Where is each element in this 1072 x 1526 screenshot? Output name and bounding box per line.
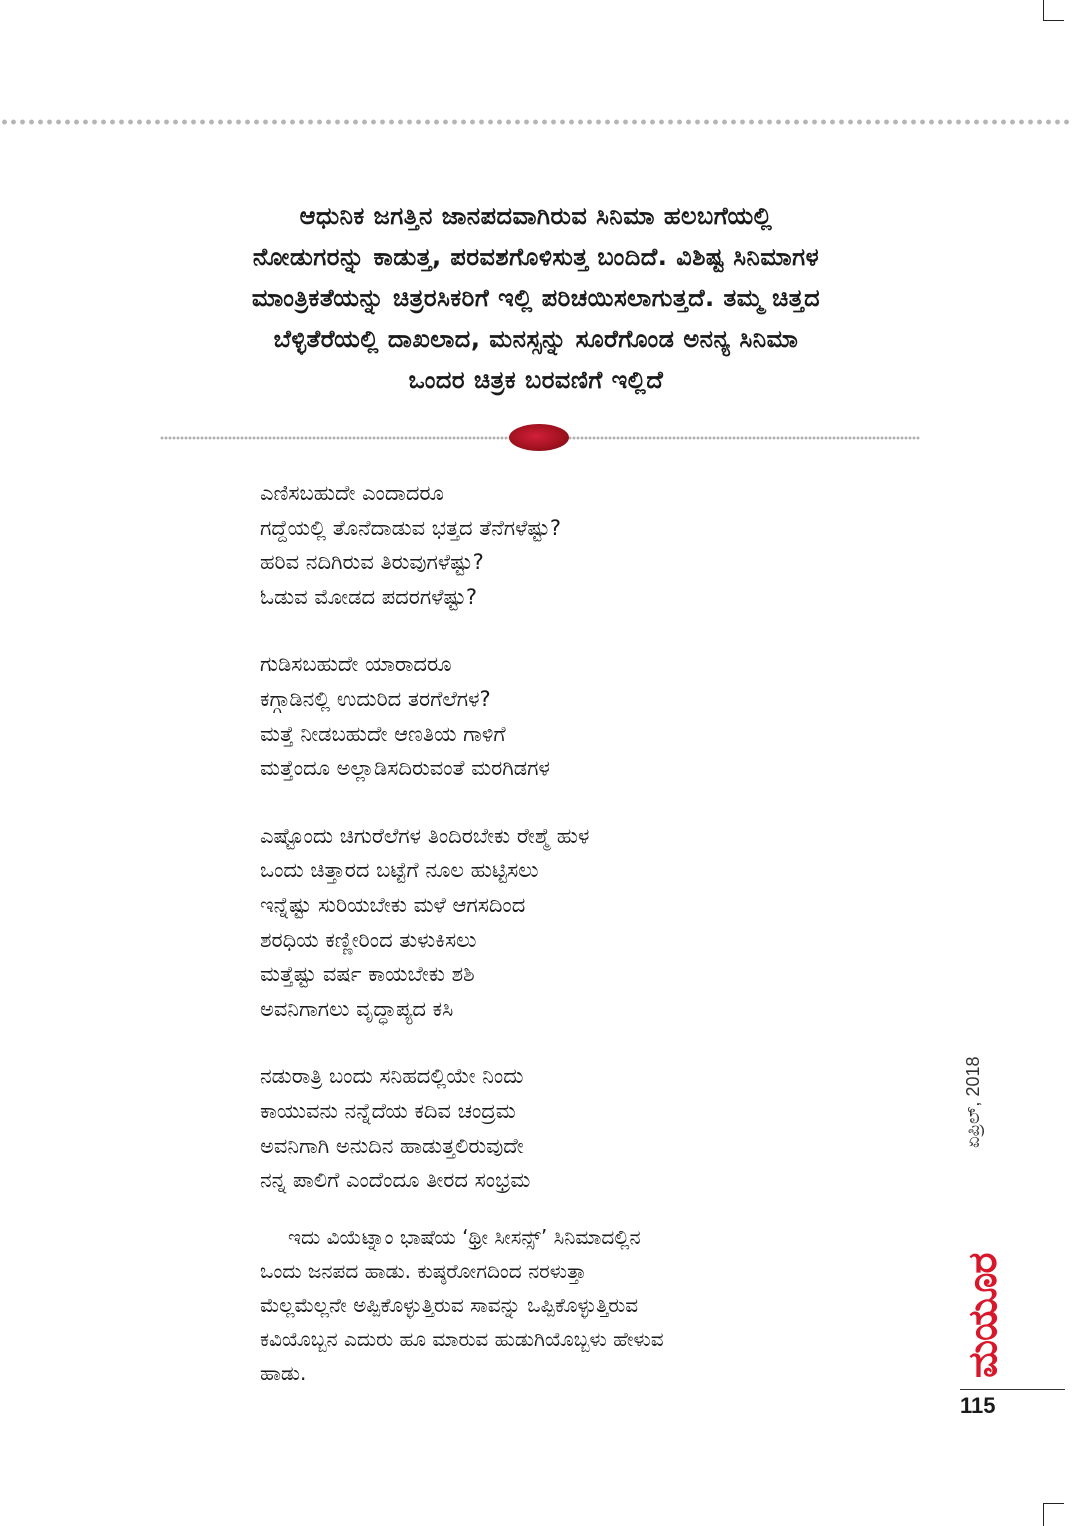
poem-line: ಮತ್ತೆಷ್ಟು ವರ್ಷ ಕಾಯಬೇಕು ಶಶಿ	[260, 962, 475, 987]
poem-line: ನನ್ನ ಪಾಲಿಗೆ ಎಂದೆಂದೂ ತೀರದ ಸಂಭ್ರಮ	[260, 1168, 531, 1193]
dotted-divider-top	[0, 118, 1072, 126]
poem	[260, 476, 820, 1231]
poem-line: ಓಡುವ ಮೋಡದ ಪದರಗಳೆಷ್ಟು?	[260, 584, 478, 609]
poem-line: ಗದ್ದೆಯಲ್ಲಿ ತೊನೆದಾಡುವ ಭತ್ತದ ತೆನೆಗಳೆಷ್ಟು?	[260, 515, 561, 540]
poem-stanza-1	[260, 476, 820, 614]
red-oval-ornament	[509, 424, 569, 451]
issue-date-text: ಏಪ್ರಿಲ್, 2018	[963, 1056, 983, 1148]
page-number: 115	[960, 1393, 996, 1418]
note-line: ಕವಿಯೊಬ್ಬನ ಎದುರು ಹೂ ಮಾರುವ ಹುಡುಗಿಯೊಬ್ಬಳು ಹೇಳುವ	[260, 1327, 664, 1351]
poem-line: ಇನ್ನೆಷ್ಟು ಸುರಿಯಬೇಕು ಮಳೆ ಆಗಸದಿಂದ	[260, 892, 526, 917]
poem-line: ಅವನಿಗಾಗಿ ಅನುದಿನ ಹಾಡುತ್ತಲಿರುವುದೇ	[260, 1133, 524, 1158]
note-line: ಒಂದು ಜನಪದ ಹಾಡು. ಕುಷ್ಠರೋಗದಿಂದ ನರಳುತ್ತಾ	[260, 1259, 587, 1283]
crop-mark-top	[1043, 0, 1064, 21]
intro-paragraph	[150, 196, 922, 401]
poem-stanza-4	[260, 1059, 820, 1197]
poem-line: ಗುಡಿಸಬಹುದೇ ಯಾರಾದರೂ	[260, 652, 452, 677]
poem-line: ಒಂದು ಚಿತ್ತಾರದ ಬಟ್ಟೆಗೆ ನೂಲ ಹುಟ್ಟಿಸಲು	[260, 858, 539, 883]
note-line: ಇದು ವಿಯೆಟ್ನಾಂ ಭಾಷೆಯ ‘ಥ್ರೀ ಸೀಸನ್ಸ್’ ಸಿನಿಮಾದಲ್ಲಿನ	[288, 1225, 641, 1249]
poem-stanza-2	[260, 647, 820, 785]
intro-line: ಆಧುನಿಕ ಜಗತ್ತಿನ ಜಾನಪದವಾಗಿರುವ ಸಿನಿಮಾ ಹಲಬಗೆಯಲ್ಲಿ	[299, 202, 773, 230]
intro-line: ಒಂದರ ಚಿತ್ರಕ ಬರವಣಿಗೆ ಇಲ್ಲಿದೆ	[408, 366, 664, 394]
intro-line: ಮಾಂತ್ರಿಕತೆಯನ್ನು ಚಿತ್ರರಸಿಕರಿಗೆ ಇಲ್ಲಿ ಪರಿಚಯಿಸಲಾಗುತ್ತದೆ. ತಮ್ಮ ಚಿತ್ತದ	[251, 284, 821, 312]
poem-line: ನಡುರಾತ್ರಿ ಬಂದು ಸನಿಹದಲ್ಲಿಯೇ ನಿಂದು	[260, 1064, 524, 1089]
poem-stanza-3	[260, 819, 820, 1027]
poem-line: ಎಷ್ಟೊಂದು ಚಿಗುರೆಲೆಗಳ ತಿಂದಿರಬೇಕು ರೇಶ್ಮೆ ಹುಳ	[260, 823, 590, 848]
poem-line: ಹರಿವ ನದಿಗಿರುವ ತಿರುವುಗಳೆಷ್ಟು?	[260, 550, 484, 575]
magazine-logo-text: ಮಯೂರ	[960, 1253, 1006, 1378]
song-note	[260, 1220, 820, 1390]
poem-line: ಕಾಯುವನು ನನ್ನೆದೆಯ ಕದಿವ ಚಂದ್ರಮ	[260, 1098, 516, 1123]
intro-line: ನೋಡುಗರನ್ನು ಕಾಡುತ್ತ, ಪರವಶಗೊಳಿಸುತ್ತ ಬಂದಿದೆ. ವಿಶಿಷ್ಟ ಸಿನಿಮಾಗಳ	[252, 243, 820, 271]
crop-mark-bottom	[1043, 1503, 1064, 1526]
intro-line: ಬೆಳ್ಳಿತೆರೆಯಲ್ಲಿ ದಾಖಲಾದ, ಮನಸ್ಸನ್ನು ಸೂರೆಗೊಂಡ ಅನನ್ಯ ಸಿನಿಮಾ	[273, 325, 799, 353]
poem-line: ಶರಧಿಯ ಕಣ್ಣೀರಿಂದ ತುಳುಕಿಸಲು	[260, 927, 477, 952]
poem-line: ಮತ್ತೆ ನೀಡಬಹುದೇ ಆಣತಿಯ ಗಾಳಿಗೆ	[260, 721, 506, 746]
poem-line: ಎಣಿಸಬಹುದೇ ಎಂದಾದರೂ	[260, 481, 444, 505]
page-number-rule	[960, 1389, 1065, 1390]
poem-line: ಕಗ್ಗಾಡಿನಲ್ಲಿ ಉದುರಿದ ತರಗೆಲೆಗಳ?	[260, 686, 491, 711]
note-line: ಹಾಡು.	[260, 1361, 307, 1385]
poem-line: ಅವನಿಗಾಗಲು ವೃದ್ಧಾಪ್ಯದ ಕಸಿ	[260, 996, 454, 1021]
note-line: ಮೆಲ್ಲಮೆಲ್ಲನೇ ಅಪ್ಪಿಕೊಳ್ಳುತ್ತಿರುವ ಸಾವನ್ನು ಒಪ್ಪಿಕೊಳ್ಳುತ್ತಿರುವ	[260, 1293, 639, 1317]
poem-line: ಮತ್ತೆಂದೂ ಅಲ್ಲಾಡಿಸದಿರುವಂತೆ ಮರಗಿಡಗಳ	[260, 756, 550, 781]
